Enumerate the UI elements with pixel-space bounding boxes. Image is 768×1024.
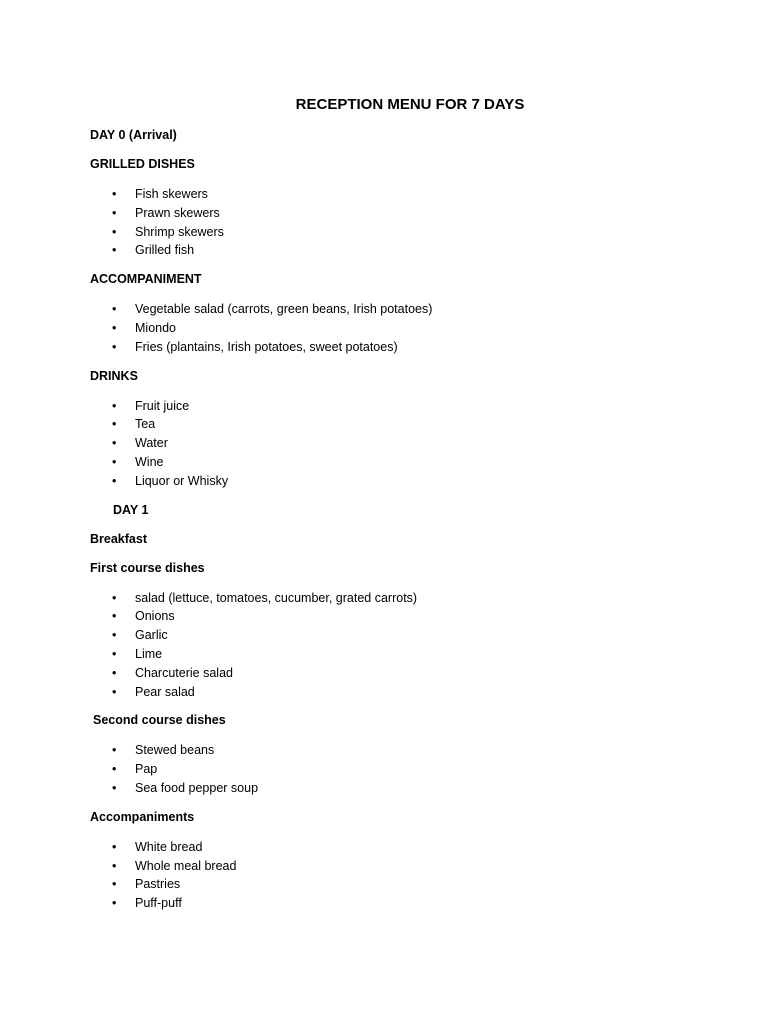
list-item-text: Fries (plantains, Irish potatoes, sweet potatoes)	[135, 339, 398, 354]
list-item	[90, 338, 710, 357]
section-list-accompaniments	[90, 838, 710, 913]
bullet-icon: •	[112, 302, 117, 317]
list-item	[90, 397, 710, 416]
list-item	[90, 223, 710, 242]
list-item	[90, 760, 710, 779]
bullet-icon: •	[112, 473, 117, 488]
list-item-text: Vegetable salad (carrots, green beans, Irish potatoes)	[135, 302, 433, 317]
list-item-text: Pastries	[135, 877, 181, 892]
bullet-icon: •	[112, 398, 117, 413]
bullet-icon: •	[112, 417, 117, 432]
list-item-text: Prawn skewers	[135, 205, 220, 220]
list-item-text: Sea food pepper soup	[135, 780, 259, 795]
list-item-text: Fish skewers	[135, 187, 208, 201]
section-heading-accompaniments: Accompaniments	[90, 809, 195, 824]
list-item-text: salad (lettuce, tomatoes, cucumber, grated carrots)	[135, 590, 418, 605]
section-list-drinks	[90, 397, 710, 491]
list-item	[90, 894, 710, 913]
list-item-text: Liquor or Whisky	[135, 473, 229, 488]
bullet-icon: •	[112, 224, 117, 239]
bullet-icon: •	[112, 780, 117, 795]
list-item-text: Whole meal bread	[135, 858, 237, 873]
list-item	[90, 434, 710, 453]
list-item-text: Miondo	[135, 320, 176, 335]
list-item	[90, 741, 710, 760]
list-item	[90, 875, 710, 894]
list-item-text: Tea	[135, 417, 156, 432]
section-heading-first-course-dishes: First course dishes	[90, 560, 205, 575]
section-list-accompaniment	[90, 300, 710, 356]
document-body	[90, 127, 710, 924]
list-item	[90, 838, 710, 857]
section-heading-accompaniment: ACCOMPANIMENT	[90, 272, 202, 287]
list-item	[90, 645, 710, 664]
list-item	[90, 453, 710, 472]
list-item-text: Pear salad	[135, 684, 195, 699]
bullet-icon: •	[112, 896, 117, 911]
list-item	[90, 204, 710, 223]
list-item	[90, 607, 710, 626]
list-item-text: Onions	[135, 609, 175, 624]
list-item	[90, 589, 710, 608]
list-item-text: Garlic	[135, 628, 168, 643]
list-item	[90, 300, 710, 319]
list-item-text: Grilled fish	[135, 243, 195, 258]
list-item-text: Charcuterie salad	[135, 665, 233, 680]
bullet-icon: •	[112, 320, 117, 335]
bullet-icon: •	[112, 205, 117, 220]
list-item	[90, 241, 710, 260]
list-item-text: Pap	[135, 762, 158, 777]
bullet-icon: •	[112, 858, 117, 873]
list-item	[90, 857, 710, 876]
bullet-icon: •	[112, 628, 117, 643]
list-item-text: Water	[135, 436, 168, 451]
list-item-text: Shrimp skewers	[135, 224, 224, 239]
bullet-icon: •	[112, 684, 117, 699]
list-item	[90, 319, 710, 338]
bullet-icon: •	[112, 454, 117, 469]
section-list-second-course-dishes	[90, 741, 710, 797]
list-item	[90, 626, 710, 645]
section-heading-drinks: DRINKS	[90, 368, 138, 383]
bullet-icon: •	[112, 436, 117, 451]
bullet-icon: •	[112, 590, 117, 605]
bullet-icon: •	[112, 665, 117, 680]
bullet-icon: •	[112, 339, 117, 354]
bullet-icon: •	[112, 187, 117, 201]
bullet-icon: •	[112, 646, 117, 661]
section-heading-day-1: DAY 1	[113, 502, 149, 517]
bullet-icon: •	[112, 762, 117, 777]
list-item-text: Puff-puff	[135, 896, 182, 911]
list-item-text: Wine	[135, 454, 164, 469]
bullet-icon: •	[112, 743, 117, 758]
list-item	[90, 664, 710, 683]
list-item	[90, 415, 710, 434]
bullet-icon: •	[112, 243, 117, 258]
list-item-text: Lime	[135, 646, 163, 661]
section-heading-second-course-dishes: Second course dishes	[93, 713, 226, 728]
section-heading-grilled-dishes: GRILLED DISHES	[90, 157, 195, 171]
list-item-text: Stewed beans	[135, 743, 215, 758]
section-heading-breakfast: Breakfast	[90, 531, 147, 546]
list-item-text: White bread	[135, 839, 203, 854]
list-item	[90, 185, 710, 204]
list-item	[90, 472, 710, 491]
bullet-icon: •	[112, 609, 117, 624]
section-list-grilled-dishes	[90, 185, 710, 260]
list-item	[90, 779, 710, 798]
section-heading-day-0-arrival: DAY 0 (Arrival)	[90, 128, 177, 142]
list-item	[90, 683, 710, 702]
section-list-first-course-dishes	[90, 589, 710, 702]
page-title: RECEPTION MENU FOR 7 DAYS	[295, 96, 525, 113]
bullet-icon: •	[112, 877, 117, 892]
bullet-icon: •	[112, 839, 117, 854]
list-item-text: Fruit juice	[135, 398, 190, 413]
